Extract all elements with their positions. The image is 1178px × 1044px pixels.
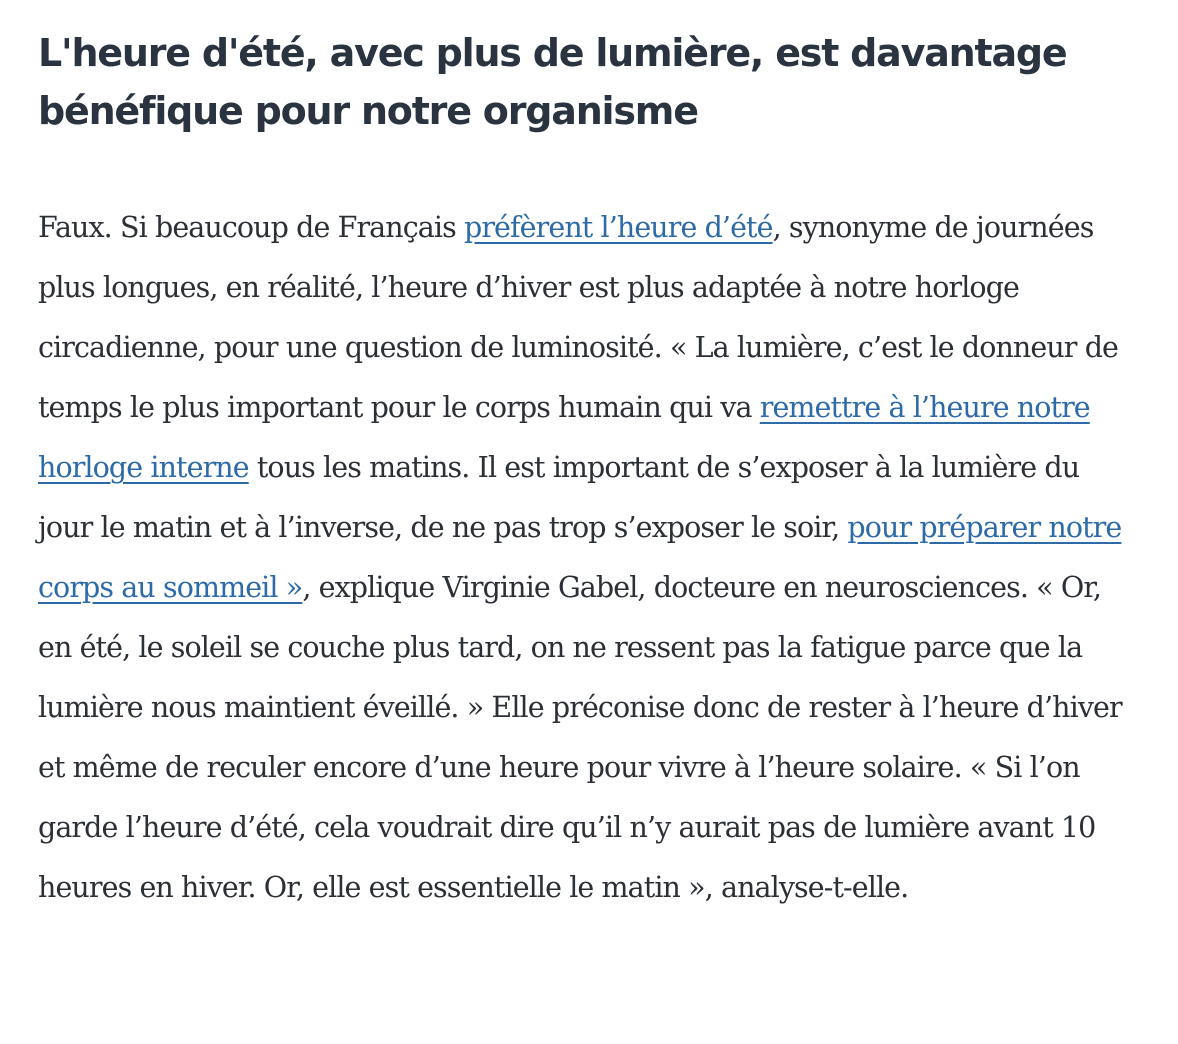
- paragraph-text-4: , explique Virginie Gabel, docteure en neurosciences. « Or, en été, le soleil se couche plus tard, on ne ressent pas la fatigue parce que la lumière nous maintient éveillé. » Elle préconise donc de rester à l’heure d’hiver et même de reculer encore d’une heure pour vivre à l’heure solaire. « Si l’on garde l’heure d’été, cela voudrait dire qu’il n’y aurait pas de lumière avant 10 heures en hiver. Or, elle est essentielle le matin », analyse-t-elle.: [38, 571, 1122, 904]
- link-prefer-summer-time[interactable]: préfèrent l’heure d’été: [463, 211, 773, 244]
- paragraph-text-3: tous les matins. Il est important de s’exposer à la lumière du jour le matin et à l’inverse, de ne pas trop s’exposer le soir,: [38, 451, 1080, 544]
- article-headline: L'heure d'été, avec plus de lumière, est davantage bénéfique pour notre organisme: [38, 31, 1067, 133]
- paragraph-text-1: Faux. Si beaucoup de Français: [38, 211, 464, 244]
- link-reset-internal-clock[interactable]: remettre à l’heure notre horloge interne: [38, 391, 1090, 484]
- paragraph-text-2: , synonyme de journées plus longues, en réalité, l’heure d’hiver est plus adaptée à notre horloge circadienne, pour une question de luminosité. « La lumière, c’est le donneur de temps le plus important pour le corps humain qui va: [38, 211, 1119, 424]
- link-prepare-body-for-sleep[interactable]: pour préparer notre corps au sommeil »: [38, 511, 1122, 604]
- article-paragraph: [38, 198, 1138, 918]
- article: [38, 24, 1138, 918]
